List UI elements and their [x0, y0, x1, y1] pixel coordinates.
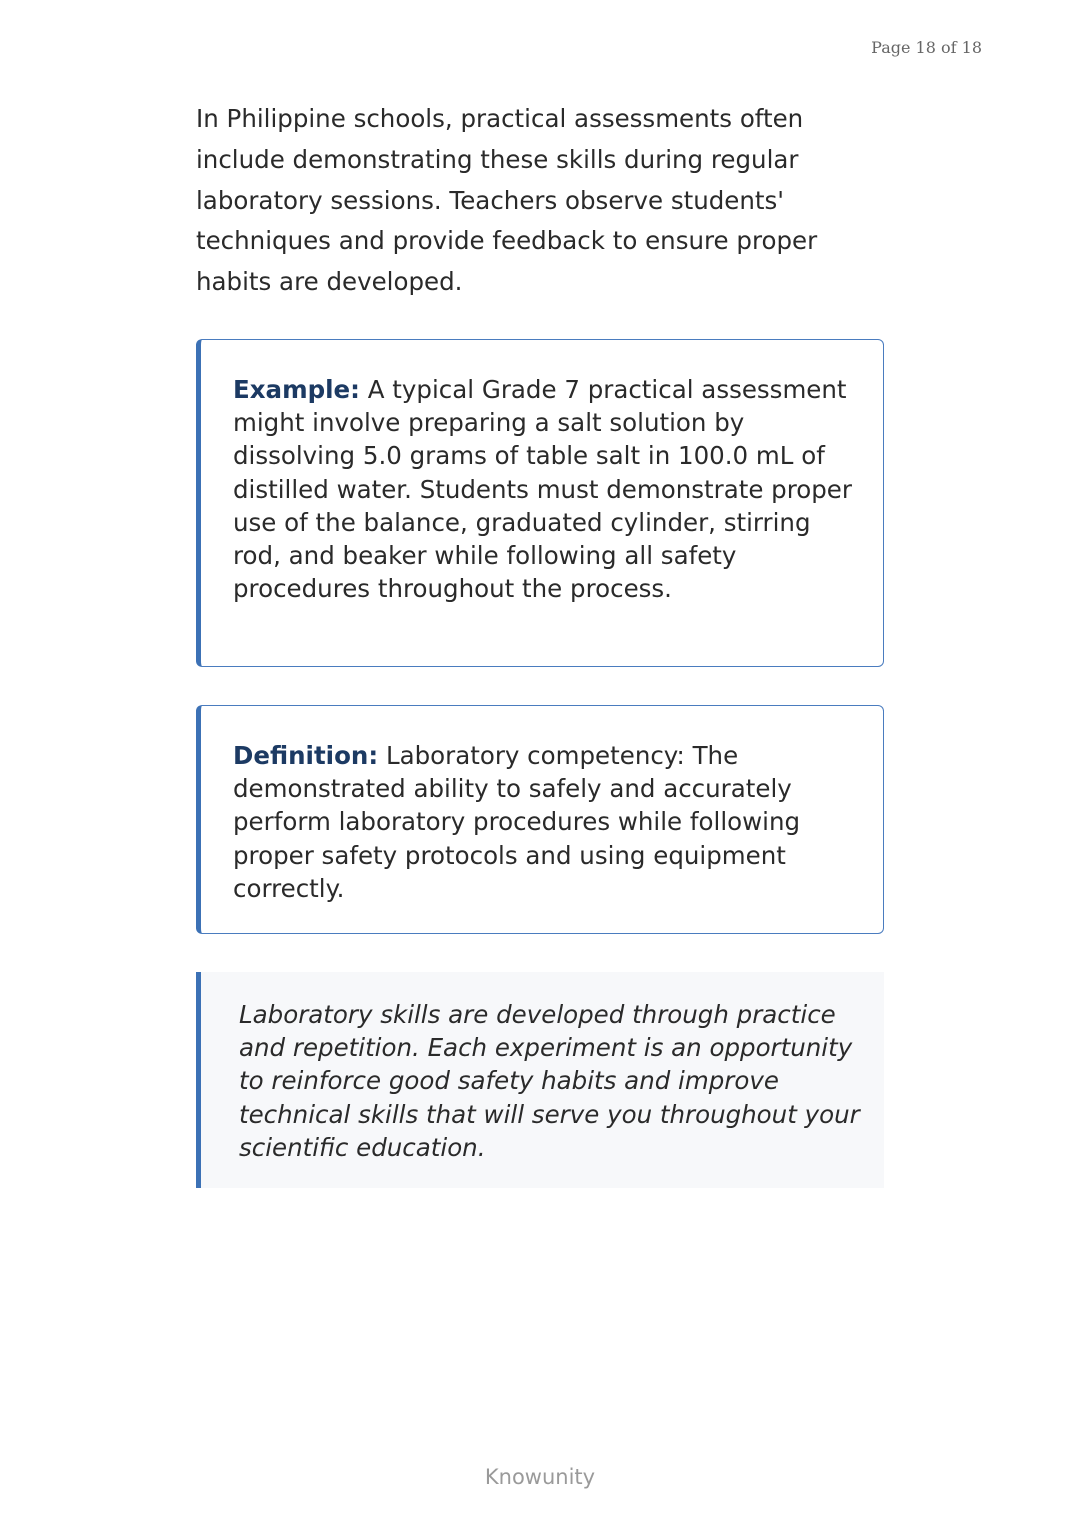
definition-content — [233, 739, 863, 905]
footer-brand: Knowunity — [484, 1465, 596, 1489]
example-box — [196, 339, 884, 667]
page-number: Page 18 of 18 — [871, 38, 982, 57]
definition-text: Laboratory competency: The demonstrated ability to safely and accurately perform laboratory procedures while following proper safety protocols and using equipment correctly. — [233, 741, 801, 903]
example-label: Example: — [233, 375, 360, 404]
example-text: A typical Grade 7 practical assessment might involve preparing a salt solution by dissolving 5.0 grams of table salt in 100.0 mL of distilled water. Students must demonstrate proper use of the balance, graduated cylinder, stirring rod, and beaker while following all safety procedures throughout the process. — [233, 375, 852, 604]
definition-box — [196, 705, 884, 934]
note-callout — [196, 972, 884, 1188]
note-text: Laboratory skills are developed through practice and repetition. Each experiment is an opportunity to reinforce good safety habits and improve technical skills that will serve you throughout your scientific education. — [239, 1000, 860, 1162]
intro-paragraph: In Philippine schools, practical assessments often include demonstrating these skills during regular laboratory sessions. Teachers observe students' techniques and provide feedback to ensure proper habits are developed. — [196, 104, 818, 297]
example-content — [233, 373, 863, 605]
definition-label: Definition: — [233, 741, 379, 770]
